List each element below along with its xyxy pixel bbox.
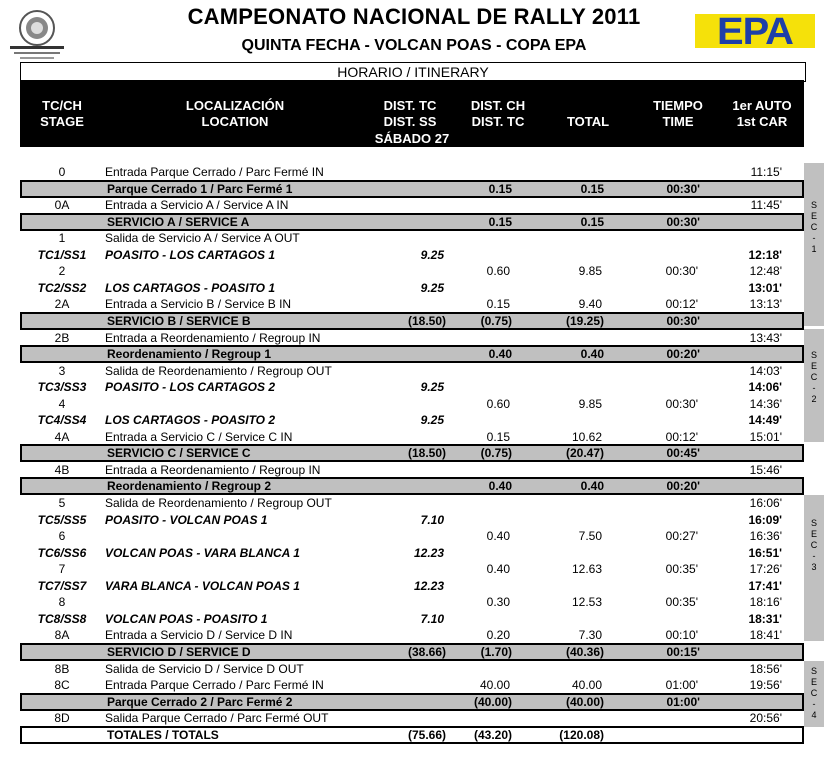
location-cell: POASITO - LOS CARTAGOS 2 bbox=[105, 380, 276, 395]
location-cell: VOLCAN POAS - POASITO 1 bbox=[105, 611, 268, 626]
total-cell: 7.50 bbox=[578, 529, 602, 544]
first-car-cell: 16:51' bbox=[748, 545, 782, 560]
neutralization-row bbox=[20, 345, 804, 363]
first-car-cell: 18:56' bbox=[749, 661, 782, 676]
time-cell: 00:30' bbox=[666, 314, 700, 328]
col-dist-tc: DIST. TC DIST. SS bbox=[383, 98, 437, 129]
control-row bbox=[20, 528, 804, 544]
dist-ch-cell: (0.75) bbox=[480, 446, 512, 461]
total-cell: (19.25) bbox=[565, 314, 604, 328]
total-cell: (120.08) bbox=[559, 727, 604, 742]
tc-cell: TC5/SS5 bbox=[37, 512, 87, 527]
section-label-2: S E C - 2 bbox=[810, 350, 818, 404]
location-cell: Entrada Parque Cerrado / Parc Fermé IN bbox=[105, 165, 324, 179]
time-cell: 00:35' bbox=[665, 562, 698, 577]
tc-cell: 1 bbox=[58, 231, 66, 246]
tc-cell: 2A bbox=[54, 297, 70, 312]
col-dist-ch: DIST. CH DIST. TC bbox=[470, 98, 526, 129]
location-cell: SERVICIO A / SERVICE A bbox=[107, 214, 250, 229]
neutralization-row bbox=[20, 213, 804, 231]
dist-ch-cell: (40.00) bbox=[473, 694, 512, 709]
control-row bbox=[20, 429, 804, 445]
dist-ch-cell: 0.60 bbox=[486, 396, 510, 411]
dist-ch-cell: 0.40 bbox=[486, 562, 510, 577]
time-cell: 00:12' bbox=[665, 429, 698, 444]
col-first-car: 1er AUTO 1st CAR bbox=[732, 98, 792, 129]
time-cell: 01:00' bbox=[666, 694, 700, 709]
dist-tc-cell: 9.25 bbox=[420, 280, 444, 295]
location-cell: Salida de Servicio A / Service A OUT bbox=[105, 231, 300, 246]
location-cell: Salida de Servicio D / Service D OUT bbox=[105, 661, 304, 676]
location-cell: POASITO - LOS CARTAGOS 1 bbox=[105, 247, 276, 262]
col-tc: TC/CH STAGE bbox=[40, 98, 84, 129]
location-cell: Entrada a Servicio D / Service D IN bbox=[105, 628, 293, 643]
location-cell: Entrada a Reordenamiento / Regroup IN bbox=[105, 462, 321, 477]
total-cell: (40.00) bbox=[565, 694, 604, 709]
stage-row bbox=[20, 412, 804, 428]
dist-tc-cell: (38.66) bbox=[407, 645, 446, 659]
first-car-cell: 19:56' bbox=[749, 678, 782, 693]
location-cell: Entrada Parque Cerrado / Parc Fermé IN bbox=[105, 678, 324, 693]
control-row bbox=[20, 230, 804, 246]
first-car-cell: 20:56' bbox=[749, 711, 782, 726]
neutralization-row bbox=[20, 693, 804, 711]
control-row bbox=[20, 330, 804, 346]
stage-row bbox=[20, 280, 804, 296]
dist-tc-cell: (18.50) bbox=[407, 314, 446, 328]
total-cell: 12.53 bbox=[571, 595, 602, 610]
tc-cell: 0A bbox=[54, 198, 70, 213]
epa-logo-text: EPA bbox=[717, 11, 793, 53]
col-location: LOCALIZACIÓN LOCATION bbox=[185, 98, 285, 129]
first-car-cell: 17:41' bbox=[748, 578, 782, 593]
location-cell: Entrada a Reordenamiento / Regroup IN bbox=[105, 330, 321, 345]
first-car-cell: 12:48' bbox=[749, 264, 782, 279]
itinerary-label: HORARIO / ITINERARY bbox=[20, 62, 806, 82]
first-car-cell: 16:09' bbox=[748, 512, 782, 527]
dist-ch-cell: 0.15 bbox=[488, 181, 512, 196]
first-car-cell: 14:36' bbox=[749, 396, 782, 411]
location-cell: Entrada a Servicio C / Service C IN bbox=[105, 429, 293, 444]
tc-cell: 5 bbox=[58, 496, 66, 510]
control-row bbox=[20, 363, 804, 379]
first-car-cell: 14:49' bbox=[748, 413, 782, 428]
tc-cell: 2 bbox=[58, 264, 66, 279]
location-cell: Parque Cerrado 1 / Parc Fermé 1 bbox=[107, 181, 293, 196]
time-cell: 00:30' bbox=[666, 214, 700, 229]
tc-cell: 8B bbox=[54, 661, 70, 676]
location-cell: Salida Parque Cerrado / Parc Fermé OUT bbox=[105, 711, 329, 726]
first-car-cell: 15:01' bbox=[749, 429, 782, 444]
first-car-cell: 18:41' bbox=[749, 628, 782, 643]
total-cell: 0.40 bbox=[580, 347, 604, 362]
time-cell: 00:20' bbox=[666, 479, 700, 494]
dist-ch-cell: 0.20 bbox=[486, 628, 510, 643]
location-cell: Entrada a Servicio A / Service A IN bbox=[105, 198, 289, 213]
day-label: SÁBADO 27 bbox=[374, 131, 450, 146]
tc-cell: 8D bbox=[54, 711, 70, 726]
neutralization-row bbox=[20, 477, 804, 495]
control-row bbox=[20, 627, 804, 643]
control-row bbox=[20, 594, 804, 610]
dist-tc-cell: 7.10 bbox=[420, 512, 444, 527]
total-cell: 0.40 bbox=[580, 479, 604, 494]
first-car-cell: 16:36' bbox=[749, 529, 782, 544]
dist-tc-cell: 12.23 bbox=[413, 545, 444, 560]
tc-cell: TC6/SS6 bbox=[37, 545, 87, 560]
total-cell: 9.85 bbox=[578, 264, 602, 279]
tc-cell: 4B bbox=[54, 462, 70, 477]
first-car-cell: 12:18' bbox=[748, 247, 782, 262]
dist-tc-cell: 9.25 bbox=[420, 380, 444, 395]
first-car-cell: 13:13' bbox=[749, 297, 782, 312]
control-row bbox=[20, 710, 804, 726]
location-cell: SERVICIO B / SERVICE B bbox=[107, 314, 251, 328]
time-cell: 00:27' bbox=[665, 529, 698, 544]
time-cell: 00:10' bbox=[665, 628, 698, 643]
control-row bbox=[20, 462, 804, 478]
first-car-cell: 18:16' bbox=[749, 595, 782, 610]
control-row bbox=[20, 677, 804, 693]
section-label-4: S E C - 4 bbox=[810, 666, 818, 720]
location-cell: Parque Cerrado 2 / Parc Fermé 2 bbox=[107, 694, 293, 709]
location-cell: VARA BLANCA - VOLCAN POAS 1 bbox=[105, 578, 300, 593]
col-total: TOTAL bbox=[566, 114, 610, 129]
control-row bbox=[20, 296, 804, 312]
dist-ch-cell: 0.40 bbox=[488, 479, 512, 494]
tc-cell: TC3/SS3 bbox=[37, 380, 87, 395]
total-cell: 40.00 bbox=[571, 678, 602, 693]
location-cell: TOTALES / TOTALS bbox=[107, 727, 219, 742]
epa-logo bbox=[695, 11, 815, 53]
tc-cell: 3 bbox=[58, 363, 66, 378]
dist-ch-cell: 0.15 bbox=[486, 429, 510, 444]
tc-cell: 2B bbox=[54, 330, 70, 345]
time-cell: 00:45' bbox=[666, 446, 700, 461]
stage-row bbox=[20, 611, 804, 627]
tc-cell: 4 bbox=[58, 396, 66, 411]
total-cell: 0.15 bbox=[580, 181, 604, 196]
location-cell: VOLCAN POAS - VARA BLANCA 1 bbox=[105, 545, 300, 560]
dist-ch-cell: (1.70) bbox=[480, 645, 512, 659]
location-cell: LOS CARTAGOS - POASITO 2 bbox=[105, 413, 276, 428]
control-row bbox=[20, 661, 804, 677]
tc-cell: 6 bbox=[58, 529, 66, 544]
location-cell: Salida de Reordenamiento / Regroup OUT bbox=[105, 496, 332, 510]
dist-tc-cell: 7.10 bbox=[420, 611, 444, 626]
first-car-cell: 15:46' bbox=[749, 462, 782, 477]
first-car-cell: 18:31' bbox=[748, 611, 782, 626]
total-cell: 7.30 bbox=[578, 628, 602, 643]
time-cell: 00:30' bbox=[665, 396, 698, 411]
dist-ch-cell: (43.20) bbox=[473, 727, 512, 742]
time-cell: 00:30' bbox=[665, 264, 698, 279]
stage-row bbox=[20, 247, 804, 263]
dist-ch-cell: 0.15 bbox=[488, 214, 512, 229]
neutralization-row bbox=[20, 180, 804, 198]
section-label-3: S E C - 3 bbox=[810, 518, 818, 572]
total-cell: 9.40 bbox=[578, 297, 602, 312]
location-cell: POASITO - VOLCAN POAS 1 bbox=[105, 512, 268, 527]
stage-row bbox=[20, 379, 804, 395]
tc-cell: 8 bbox=[58, 595, 66, 610]
stage-row bbox=[20, 512, 804, 528]
dist-tc-cell: (18.50) bbox=[407, 446, 446, 461]
tc-cell: TC2/SS2 bbox=[37, 280, 87, 295]
stage-row bbox=[20, 545, 804, 561]
tc-cell: 4A bbox=[54, 429, 70, 444]
first-car-cell: 11:15' bbox=[750, 165, 782, 179]
dist-ch-cell: 0.15 bbox=[486, 297, 510, 312]
dist-ch-cell: 0.40 bbox=[488, 347, 512, 362]
dist-ch-cell: 0.40 bbox=[486, 529, 510, 544]
time-cell: 00:30' bbox=[666, 181, 700, 196]
dist-tc-cell: 12.23 bbox=[413, 578, 444, 593]
location-cell: Reordenamiento / Regroup 2 bbox=[107, 479, 272, 494]
control-row bbox=[20, 263, 804, 279]
location-cell: SERVICIO D / SERVICE D bbox=[107, 645, 251, 659]
tc-cell: TC4/SS4 bbox=[37, 413, 87, 428]
page-subtitle: QUINTA FECHA - VOLCAN POAS - COPA EPA bbox=[241, 37, 587, 54]
location-cell: Reordenamiento / Regroup 1 bbox=[107, 347, 272, 362]
first-car-cell: 14:06' bbox=[748, 380, 782, 395]
dist-ch-cell: 40.00 bbox=[479, 678, 510, 693]
neutralization-row bbox=[20, 312, 804, 330]
control-row bbox=[20, 164, 804, 180]
first-car-cell: 13:43' bbox=[749, 330, 782, 345]
tc-cell: TC1/SS1 bbox=[37, 247, 87, 262]
time-cell: 00:35' bbox=[665, 595, 698, 610]
dist-ch-cell: (0.75) bbox=[480, 314, 512, 328]
location-cell: Entrada a Servicio B / Service B IN bbox=[105, 297, 292, 312]
section-label-1: S E C - 1 bbox=[810, 200, 818, 254]
time-cell: 00:12' bbox=[665, 297, 698, 312]
control-row bbox=[20, 396, 804, 412]
first-car-cell: 11:45' bbox=[750, 198, 782, 213]
location-cell: Salida de Reordenamiento / Regroup OUT bbox=[105, 363, 332, 378]
first-car-cell: 17:26' bbox=[749, 562, 782, 577]
tc-cell: TC7/SS7 bbox=[37, 578, 87, 593]
dist-tc-cell: (75.66) bbox=[407, 727, 446, 742]
total-cell: (40.36) bbox=[565, 645, 604, 659]
total-cell: 0.15 bbox=[580, 214, 604, 229]
total-cell: 9.85 bbox=[578, 396, 602, 411]
total-cell: 12.63 bbox=[571, 562, 602, 577]
control-row bbox=[20, 495, 804, 511]
time-cell: 00:20' bbox=[666, 347, 700, 362]
tc-cell: 8A bbox=[54, 628, 70, 643]
dist-ch-cell: 0.60 bbox=[486, 264, 510, 279]
time-cell: 00:15' bbox=[666, 645, 700, 659]
tc-cell: 7 bbox=[58, 562, 66, 577]
location-cell: SERVICIO C / SERVICE C bbox=[107, 446, 251, 461]
tc-cell: 8C bbox=[54, 678, 70, 693]
control-row bbox=[20, 197, 804, 213]
neutralization-row bbox=[20, 444, 804, 462]
location-cell: LOS CARTAGOS - POASITO 1 bbox=[105, 280, 276, 295]
totals-row bbox=[20, 726, 804, 744]
first-car-cell: 16:06' bbox=[749, 496, 782, 510]
total-cell: (20.47) bbox=[565, 446, 604, 461]
dist-tc-cell: 9.25 bbox=[420, 413, 444, 428]
time-cell: 01:00' bbox=[665, 678, 698, 693]
col-time: TIEMPO TIME bbox=[653, 98, 703, 129]
page-title: CAMPEONATO NACIONAL DE RALLY 2011 bbox=[187, 4, 641, 29]
dist-ch-cell: 0.30 bbox=[486, 595, 510, 610]
neutralization-row bbox=[20, 643, 804, 661]
total-cell: 10.62 bbox=[571, 429, 602, 444]
stage-row bbox=[20, 578, 804, 594]
tc-cell: TC8/SS8 bbox=[37, 611, 87, 626]
dist-tc-cell: 9.25 bbox=[420, 247, 444, 262]
first-car-cell: 14:03' bbox=[749, 363, 782, 378]
control-row bbox=[20, 561, 804, 577]
table-header bbox=[20, 80, 804, 147]
first-car-cell: 13:01' bbox=[748, 280, 782, 295]
tc-cell: 0 bbox=[58, 165, 66, 179]
